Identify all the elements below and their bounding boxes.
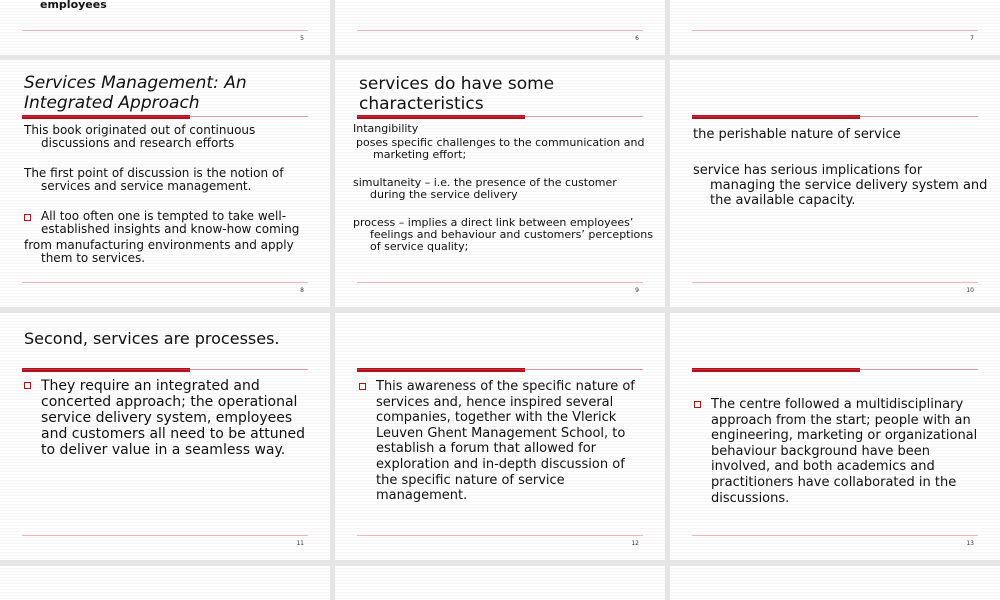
bullet-square-icon: [694, 401, 701, 408]
title-rule: [357, 369, 643, 370]
bullet-item: [359, 379, 644, 504]
page-number: 7: [970, 35, 974, 42]
slide-8[interactable]: [0, 60, 330, 307]
bullet-item: [694, 397, 983, 506]
paragraph: process – implies a direct link between employees’ feelings and behaviour and customers’ perceptions of service quality;: [353, 216, 653, 253]
bullet-item: [24, 210, 309, 236]
paragraph: poses specific challenges to the communication and marketing effort;: [356, 136, 645, 161]
page-number: 5: [300, 35, 304, 42]
footer-line: [22, 30, 308, 31]
slide-7[interactable]: [670, 0, 1000, 55]
bullet-text: They require an integrated and concerted approach; the operational service delivery system, employees and customers all need to be attuned to deliver value in a seamless way.: [41, 378, 305, 458]
slide-text: employees: [40, 0, 107, 11]
footer-line: [357, 282, 643, 283]
slide-15[interactable]: [335, 566, 665, 600]
slide-14[interactable]: [0, 566, 330, 600]
footer-line: [692, 30, 978, 31]
bullet-text: The centre followed a multidisciplinary approach from the start; people with an engineering, marketing or organizational behaviour background have been involved, and both academics and practitioners have collaborated in the discussions.: [711, 397, 978, 506]
bullet-square-icon: [24, 382, 31, 389]
paragraph: from manufacturing environments and apply them to services.: [24, 238, 294, 265]
footer-line: [357, 535, 643, 536]
slide-title: Second, services are processes.: [24, 329, 280, 348]
paragraph: simultaneity – i.e. the presence of the customer during the service delivery: [353, 176, 617, 201]
bullet-item: [24, 378, 313, 458]
page-number: 8: [300, 287, 304, 294]
slide-title: Services Management: An Integrated Approach: [24, 73, 247, 113]
title-rule: [692, 116, 978, 117]
title-rule: [22, 116, 308, 117]
footer-line: [22, 535, 308, 536]
slide-6[interactable]: [335, 0, 665, 55]
paragraph: service has serious implications for managing the service delivery system and the available capacity.: [693, 163, 988, 208]
footer-line: [22, 282, 308, 283]
page-number: 10: [966, 287, 974, 294]
page-number: 9: [635, 287, 639, 294]
page-number: 6: [635, 35, 639, 42]
page-number: 13: [966, 540, 974, 547]
paragraph: the perishable nature of service: [693, 127, 901, 142]
title-rule: [357, 116, 643, 117]
bullet-square-icon: [24, 214, 31, 221]
bullet-text: All too often one is tempted to take well-established insights and know-how coming: [41, 209, 300, 236]
slide-title: services do have some characteristics: [359, 74, 555, 114]
slide-12[interactable]: [335, 313, 665, 560]
page-number: 11: [296, 540, 304, 547]
paragraph: Intangibility: [353, 122, 419, 135]
slide-11[interactable]: [0, 313, 330, 560]
slide-13[interactable]: [670, 313, 1000, 560]
bullet-square-icon: [359, 383, 366, 390]
slide-10[interactable]: [670, 60, 1000, 307]
title-rule: [22, 369, 308, 370]
slide-9[interactable]: [335, 60, 665, 307]
footer-line: [692, 282, 978, 283]
footer-line: [357, 30, 643, 31]
title-rule: [692, 369, 978, 370]
footer-line: [692, 535, 978, 536]
slide-5[interactable]: [0, 0, 330, 55]
bullet-text: This awareness of the specific nature of services and, hence inspired several companies, together with the Vlerick Leuven Ghent Management School, to establish a forum that allowed for exploration and in-depth discussion of the specific nature of service management.: [376, 379, 635, 504]
paragraph: This book originated out of continuous discussions and research efforts: [24, 123, 256, 150]
paragraph: The first point of discussion is the notion of services and service management.: [24, 166, 284, 193]
page-number: 12: [631, 540, 639, 547]
slide-16[interactable]: [670, 566, 1000, 600]
